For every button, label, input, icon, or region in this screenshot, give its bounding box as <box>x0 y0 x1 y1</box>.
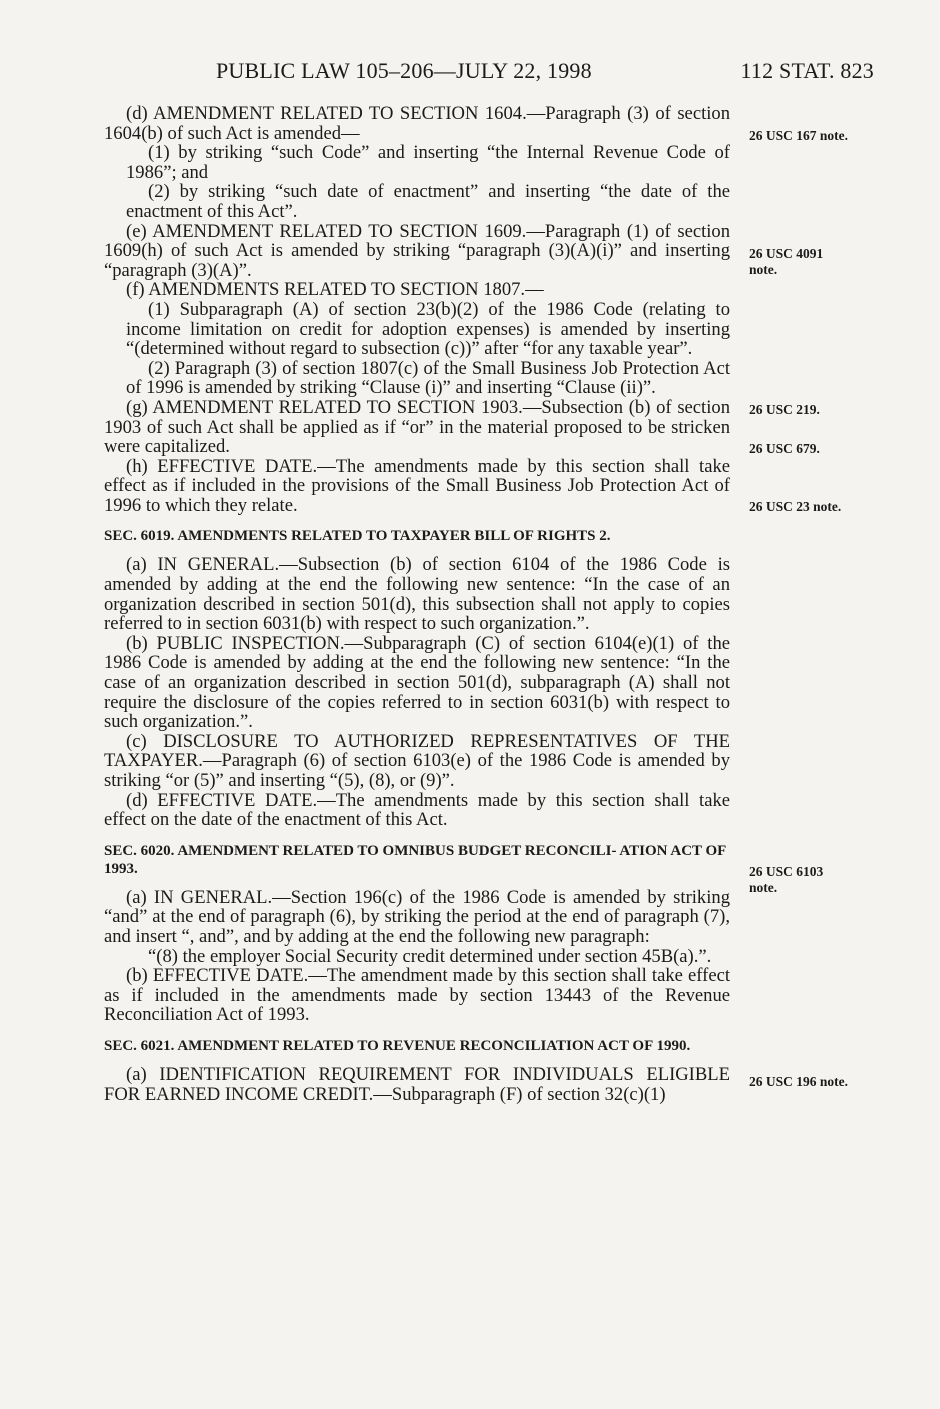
paragraph-d-1: (1) by striking “such Code” and inserting “the Internal Revenue Code of 1986”; and <box>126 142 730 183</box>
paragraph-6020-a-8: “(8) the employer Social Security credit determined under section 45B(a).”. <box>148 945 712 967</box>
statute-page-number: 112 STAT. 823 <box>740 58 874 83</box>
section-heading-6021: SEC. 6021. AMENDMENT RELATED TO REVENUE RECONCILIATION ACT OF 1990. <box>104 1037 691 1054</box>
paragraph-f-1: (1) Subparagraph (A) of section 23(b)(2) of the 1986 Code (relating to income limitation on credit for adoption expenses) is amended by inserting “(determined without regard to subsection (c))” after “for any taxable year”. <box>126 298 730 360</box>
paragraph-6019-d: (d) EFFECTIVE DATE.—The amendments made by this section shall take effect on the date of the enactment of this Act. <box>104 789 730 831</box>
margin-note-23: 26 USC 23 note. <box>749 499 842 514</box>
paragraph-6019-b: (b) PUBLIC INSPECTION.—Subparagraph (C) of section 6104(e)(1) of the 1986 Code is amended by adding at the end the following new sentence: “In the case of an organization described in section 501(d), subparagraph (A) shall not require the disclosure of the copies referred to in section 6031(b) with respect to such organization.”. <box>104 632 730 733</box>
paragraph-d-1604: (d) AMENDMENT RELATED TO SECTION 1604.—Paragraph (3) of section 1604(b) of such Act is amended— <box>104 103 730 144</box>
paragraph-f-1807: (f) AMENDMENTS RELATED TO SECTION 1807.— <box>126 279 544 301</box>
paragraph-g-1903: (g) AMENDMENT RELATED TO SECTION 1903.—Subsection (b) of section 1903 of such Act shall be applied as if “or” in the material proposed to be stricken were capitalized. <box>104 396 730 458</box>
margin-note-679: 26 USC 679. <box>749 441 820 456</box>
document-body <box>104 104 730 1104</box>
margin-note-4091: 26 USC 4091 note. <box>749 246 824 277</box>
paragraph-e-1609: (e) AMENDMENT RELATED TO SECTION 1609.—Paragraph (1) of section 1609(h) of such Act is amended by striking “paragraph (3)(A)(i)” and inserting “paragraph (3)(A)”. <box>104 220 730 281</box>
paragraph-6021-a: (a) IDENTIFICATION REQUIREMENT FOR INDIVIDUALS ELIGIBLE FOR EARNED INCOME CREDIT.—Subparagraph (F) of section 32(c)(1) <box>104 1063 730 1105</box>
margin-note-6103: 26 USC 6103 note. <box>749 864 824 895</box>
margin-note-167: 26 USC 167 note. <box>749 128 849 143</box>
margin-note-196: 26 USC 196 note. <box>749 1074 849 1089</box>
paragraph-h-effective: (h) EFFECTIVE DATE.—The amendments made by this section shall take effect as if included in the provisions of the Small Business Job Protection Act of 1996 to which they relate. <box>104 455 730 516</box>
paragraph-6019-c: (c) DISCLOSURE TO AUTHORIZED REPRESENTATIVES OF THE TAXPAYER.—Paragraph (6) of section 6103(e) of the 1986 Code is amended by striking “or (5)” and inserting “(5), (8), or (9)”. <box>104 730 730 791</box>
header-title: PUBLIC LAW 105–206—JULY 22, 1998 <box>216 58 592 83</box>
paragraph-6020-b: (b) EFFECTIVE DATE.—The amendment made by this section shall take effect as if included in the amendments made by section 13443 of the Revenue Reconciliation Act of 1993. <box>104 965 730 1026</box>
paragraph-6020-a: (a) IN GENERAL.—Section 196(c) of the 1986 Code is amended by striking “and” at the end of paragraph (6), by striking the period at the end of paragraph (7), and insert “, and”, and by adding at the end the following new paragraph: <box>104 886 730 947</box>
paragraph-f-2: (2) Paragraph (3) of section 1807(c) of the Small Business Job Protection Act of 1996 is amended by striking “Clause (i)” and inserting “Clause (ii)”. <box>126 357 730 399</box>
running-header <box>104 58 874 88</box>
paragraph-d-2: (2) by striking “such date of enactment” and inserting “the date of the enactment of this Act”. <box>126 181 730 222</box>
paragraph-6019-a: (a) IN GENERAL.—Subsection (b) of section 6104 of the 1986 Code is amended by adding at the end the following new sentence: “In the case of an organization described in section 501(d), this subsection shall not apply to copies referred to in section 6031(b) with respect to such organization.”. <box>104 554 730 635</box>
margin-note-219: 26 USC 219. <box>749 402 820 417</box>
section-heading-6019: SEC. 6019. AMENDMENTS RELATED TO TAXPAYER BILL OF RIGHTS 2. <box>104 528 611 545</box>
section-heading-6020: SEC. 6020. AMENDMENT RELATED TO OMNIBUS BUDGET RECONCILI- ATION ACT OF 1993. <box>104 842 726 877</box>
